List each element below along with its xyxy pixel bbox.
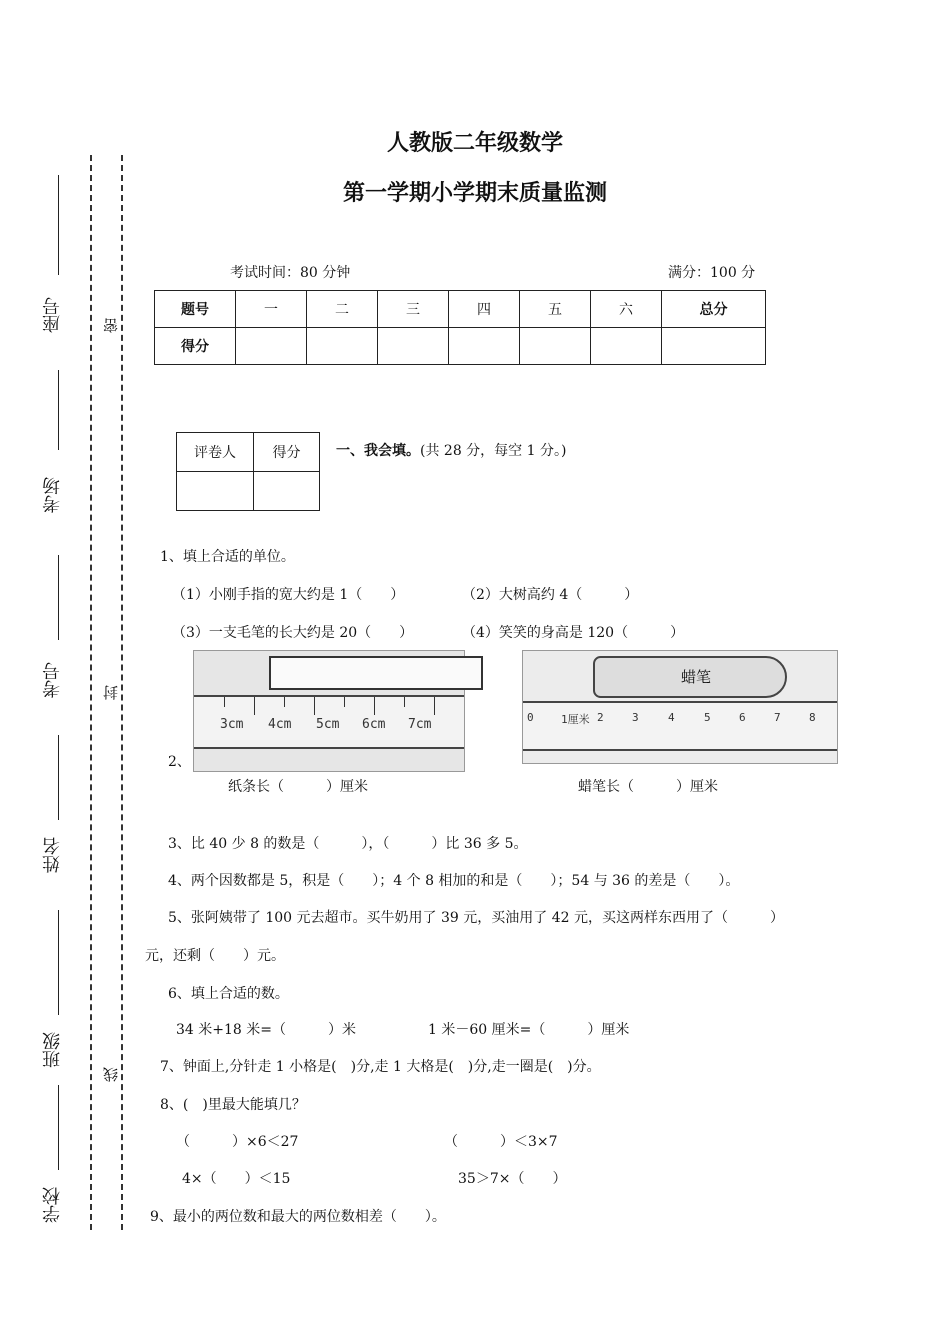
- section-heading: [336, 440, 566, 460]
- q8-item-1: （ ）×6＜27: [176, 1134, 299, 1150]
- ruler-label: 2: [597, 711, 604, 724]
- q2-number: 2、: [168, 754, 191, 770]
- q2-caption-2: 蜡笔长（ ）厘米: [578, 779, 718, 795]
- header-cell: 五: [520, 291, 591, 328]
- full-score: 满分：100 分: [668, 265, 756, 281]
- exam-time: 考试时间：80 分钟: [230, 265, 351, 281]
- q9: 9、最小的两位数和最大的两位数相差（ ）。: [150, 1209, 446, 1225]
- q5-line-2: 元，还剩（ ）元。: [145, 948, 285, 964]
- seal-mark-xian: 线: [102, 1067, 120, 1082]
- grader-score-header: 得分: [254, 433, 320, 472]
- score-table-score-row: [155, 328, 766, 365]
- score-cell[interactable]: [449, 328, 520, 365]
- ruler-label: 7cm: [408, 717, 432, 732]
- name-label: 姓名: [42, 837, 63, 873]
- q5-line-1: 5、张阿姨带了 100 元去超市。买牛奶用了 39 元，买油用了 42 元，买这两样东西用了（ ）: [168, 910, 784, 926]
- section-title: 一、我会填。: [336, 443, 420, 459]
- ruler-label: 8: [809, 711, 816, 724]
- q8-item-4: 35＞7×（ ）: [458, 1171, 567, 1187]
- binding-dashed-line-left: [90, 155, 92, 1230]
- ruler-image-1: [193, 650, 465, 772]
- q8-title: 8、( )里最大能填几？: [160, 1097, 306, 1113]
- q7: 7、钟面上,分针走 1 小格是( )分,走 1 大格是( )分,走一圈是( )分。: [160, 1059, 601, 1075]
- blank-line: [58, 1085, 59, 1170]
- score-table: [154, 290, 766, 365]
- q6-item-1: 34 米+18 米=（ ）米: [176, 1022, 356, 1038]
- q2-caption-1: 纸条长（ ）厘米: [228, 779, 368, 795]
- seal-mark-feng: 封: [102, 685, 120, 700]
- header-cell: 一: [236, 291, 307, 328]
- q1-item-1: （1）小刚手指的宽大约是 1（ ）: [172, 587, 405, 603]
- q6-title: 6、填上合适的数。: [168, 986, 289, 1002]
- ruler-label: 4cm: [268, 717, 292, 732]
- exam-room-label: 考场: [42, 477, 63, 513]
- ruler-label: 4: [668, 711, 675, 724]
- seal-mark-mi: 密: [102, 318, 120, 333]
- blank-line: [58, 910, 59, 1015]
- reviewer-cell[interactable]: [177, 472, 254, 511]
- binding-dashed-line-right: [121, 155, 123, 1230]
- score-cell[interactable]: [307, 328, 378, 365]
- crayon-label: 蜡笔: [681, 668, 712, 686]
- header-cell: 四: [449, 291, 520, 328]
- q1-item-2: （2）大树高约 4（ ）: [462, 587, 639, 603]
- blank-line: [58, 735, 59, 820]
- crayon: [593, 656, 787, 698]
- q1-item-3: （3）一支毛笔的长大约是 20（ ）: [172, 625, 414, 641]
- grader-table: [176, 432, 320, 511]
- reviewer-header: 评卷人: [177, 433, 254, 472]
- score-cell[interactable]: [520, 328, 591, 365]
- blank-line: [58, 555, 59, 640]
- header-cell: 二: [307, 291, 378, 328]
- ruler-label: 3cm: [220, 717, 244, 732]
- grader-score-cell[interactable]: [254, 472, 320, 511]
- ruler-image-2: [522, 650, 838, 764]
- header-cell: 三: [378, 291, 449, 328]
- ruler-label: 3: [632, 711, 639, 724]
- q1-title: 1、填上合适的单位。: [160, 549, 295, 565]
- section-note: (共 28 分，每空 1 分。): [420, 443, 567, 459]
- score-cell[interactable]: [591, 328, 662, 365]
- exam-number-label: 考号: [42, 662, 63, 698]
- ruler-label: 1厘米: [561, 713, 590, 726]
- school-label: 学校: [42, 1187, 63, 1223]
- q8-item-2: （ ）＜3×7: [444, 1134, 558, 1150]
- header-cell: 题号: [155, 291, 236, 328]
- seat-number-label: 座号: [42, 297, 63, 333]
- class-label: 班级: [42, 1032, 63, 1068]
- q8-item-3: 4×（ ）＜15: [182, 1171, 291, 1187]
- ruler-label: 6cm: [362, 717, 386, 732]
- header-cell: 六: [591, 291, 662, 328]
- score-cell[interactable]: [378, 328, 449, 365]
- paper-strip: [269, 656, 483, 690]
- q3: 3、比 40 少 8 的数是（ ），（ ）比 36 多 5。: [168, 836, 528, 852]
- ruler-label: 5: [704, 711, 711, 724]
- score-row-label: 得分: [155, 328, 236, 365]
- q4: 4、两个因数都是 5，积是（ ）；4 个 8 相加的和是（ ）；54 与 36 的差是（ ）。: [168, 873, 740, 889]
- ruler-label: 7: [774, 711, 781, 724]
- blank-line: [58, 370, 59, 450]
- page-title: 人教版二年级数学: [386, 131, 563, 156]
- score-cell[interactable]: [236, 328, 307, 365]
- ruler-label: 5cm: [316, 717, 340, 732]
- q1-item-4: （4）笑笑的身高是 120（ ）: [462, 625, 685, 641]
- ruler-label: 0: [527, 711, 534, 724]
- q6-item-2: 1 米－60 厘米=（ ）厘米: [428, 1022, 630, 1038]
- score-cell[interactable]: [662, 328, 766, 365]
- header-cell: 总分: [662, 291, 766, 328]
- score-table-header-row: [155, 291, 766, 328]
- ruler-label: 6: [739, 711, 746, 724]
- page-subtitle: 第一学期小学期末质量监测: [342, 181, 607, 206]
